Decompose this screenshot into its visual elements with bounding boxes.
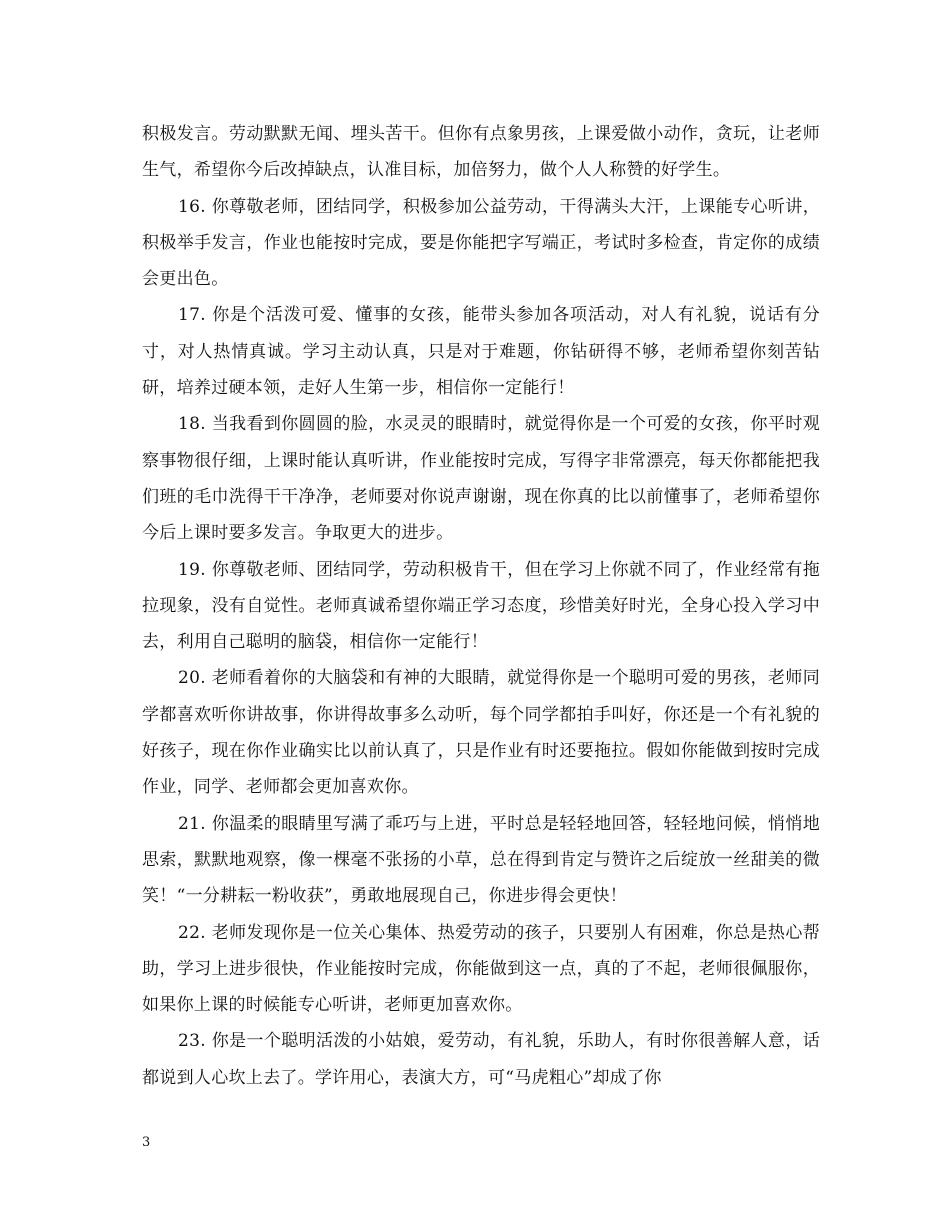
paragraph-item-17: 17. 你是个活泼可爱、懂事的女孩，能带头参加各项活动，对人有礼貌，说话有分寸，对人热情真诚。学习主动认真，只是对于难题，你钻研得不够，老师希望你刻苦钻研，培养过硬本领，走好人生第一步，相信你一定能行！ <box>142 305 820 399</box>
paragraph-item-18: 18. 当我看到你圆圆的脸，水灵灵的眼睛时，就觉得你是一个可爱的女孩，你平时观察事物很仔细，上课时能认真听讲，作业能按时完成，写得字非常漂亮，每天你都能把我们班的毛巾洗得干干净净，老师要对你说声谢谢，现在你真的比以前懂事了，老师希望你今后上课时要多发言。争取更大的进步。 <box>142 414 820 544</box>
document-body <box>142 116 820 1096</box>
paragraph-item-23: 23. 你是一个聪明活泼的小姑娘，爱劳动，有礼貌，乐助人，有时你很善解人意，话都说到人心坎上去了。学许用心，表演大方，可“马虎粗心”却成了你 <box>142 1031 820 1088</box>
paragraph-item-19: 19. 你尊敬老师、团结同学，劳动积极肯干，但在学习上你就不同了，作业经常有拖拉现象，没有自觉性。老师真诚希望你端正学习态度，珍惜美好时光，全身心投入学习中去，利用自己聪明的脑袋，相信你一定能行！ <box>142 559 820 653</box>
paragraph-item-16: 16. 你尊敬老师，团结同学，积极参加公益劳动，干得满头大汗，上课能专心听讲，积极举手发言，作业也能按时完成，要是你能把字写端正，考试时多检查，肯定你的成绩会更出色。 <box>142 196 820 290</box>
paragraph-item-20: 20. 老师看着你的大脑袋和有神的大眼睛，就觉得你是一个聪明可爱的男孩，老师同学都喜欢听你讲故事，你讲得故事多么动听，每个同学都拍手叫好，你还是一个有礼貌的好孩子，现在你作业确实比以前认真了，只是作业有时还要拖拉。假如你能做到按时完成作业，同学、老师都会更加喜欢你。 <box>142 668 820 798</box>
page-number: 3 <box>142 1135 151 1150</box>
paragraph-item-22: 22. 老师发现你是一位关心集体、热爱劳动的孩子，只要别人有困难，你总是热心帮助，学习上进步很快，作业能按时完成，你能做到这一点，真的了不起，老师很佩服你，如果你上课的时候能专心听讲，老师更加喜欢你。 <box>142 922 820 1016</box>
paragraph-item-21: 21. 你温柔的眼睛里写满了乖巧与上进，平时总是轻轻地回答，轻轻地问候，悄悄地思索，默默地观察，像一棵毫不张扬的小草，总在得到肯定与赞许之后绽放一丝甜美的微笑！“一分耕耘一粉收获”，勇敢地展现自己，你进步得会更快！ <box>142 813 820 907</box>
paragraph-continuation: 积极发言。劳动默默无闻、埋头苦干。但你有点象男孩，上课爱做小动作，贪玩，让老师生气，希望你今后改掉缺点，认准目标，加倍努力，做个人人称赞的好学生。 <box>142 124 820 181</box>
